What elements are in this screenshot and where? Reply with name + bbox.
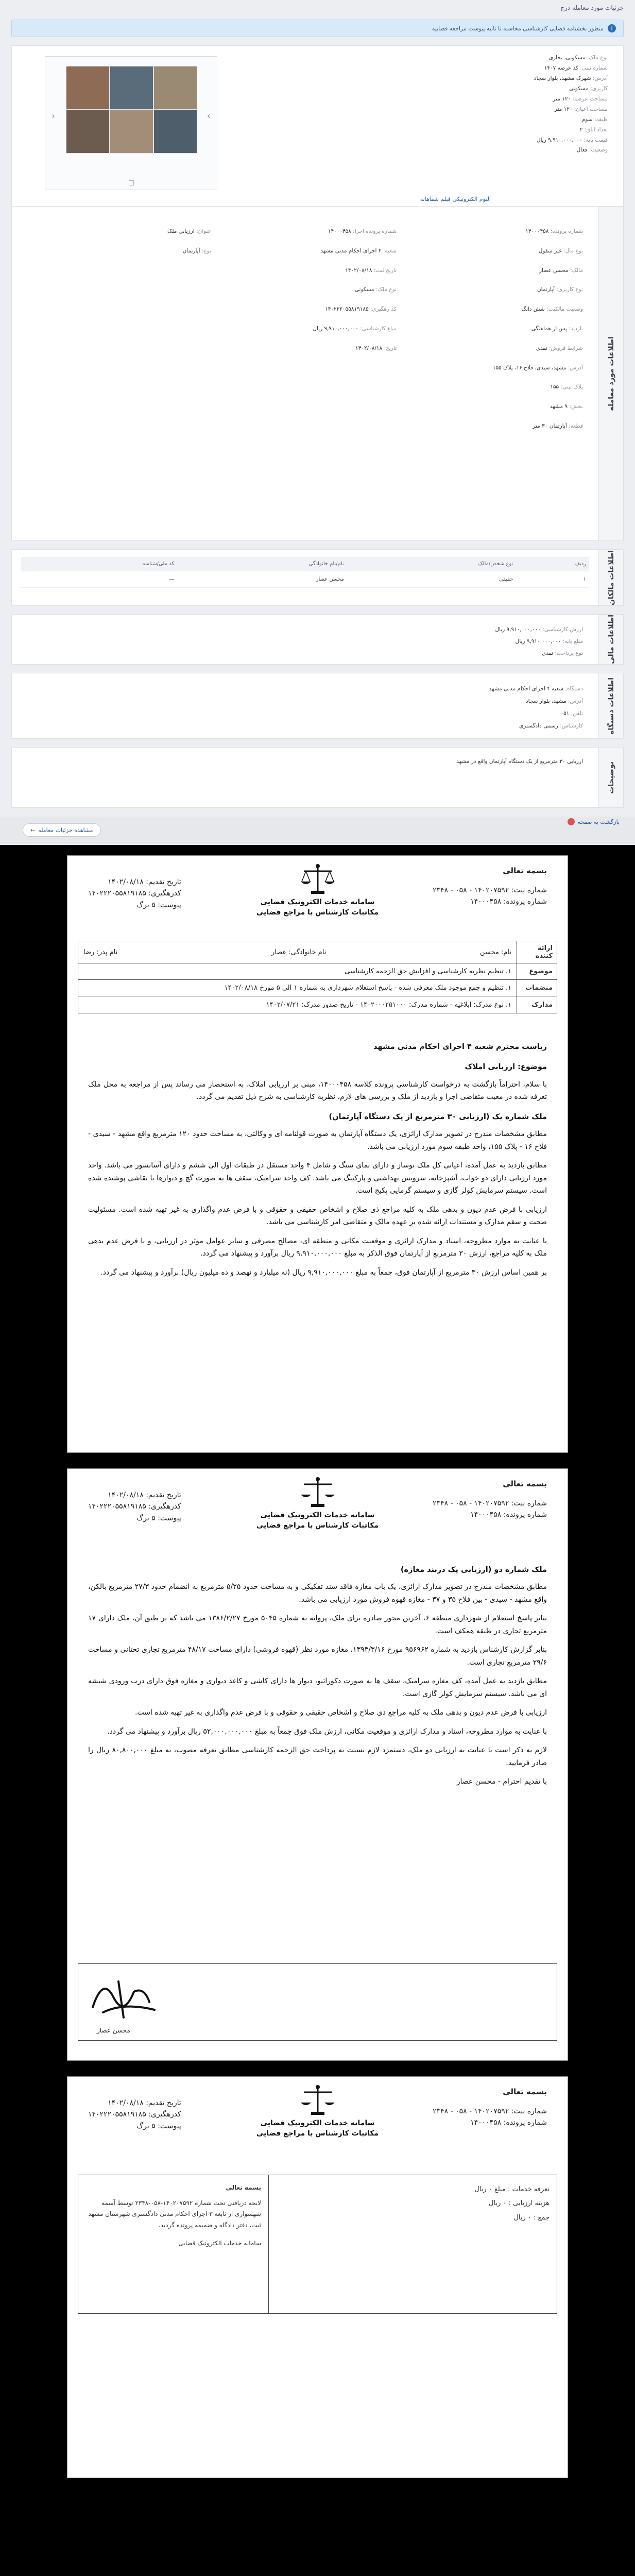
- table-row: مدارک ۱. نوع مدرک: ابلاغیه - شماره مدرک: ۱۴۰۲۰۰۰۲۵۱۰۰۰ - تاریخ صدور مدرک: ۱۴۰۲/۰۷/۲۱: [78, 996, 557, 1013]
- fee-receipt: بسمه تعالی لایحه دریافتی تحت شماره ۱۴۰۲۰۷۵۹۲-۰۵۸-۲۳۴۸ توسط آسمه شهسواری از ثابعه ۳ اجرای احکام مدنی دادگستری شهرستان مشهد ثبت، دفتر دادگاه و ضمیمه پرونده گردید. سامانه خدمات الکترونیک قضایی: [88, 2184, 261, 2247]
- notes-tab[interactable]: توضیحات: [598, 748, 623, 807]
- col-header: ردیف: [516, 557, 589, 571]
- device-tab[interactable]: اطلاعات دستگاه: [598, 673, 623, 738]
- doc-page-1: [67, 855, 568, 1453]
- notification-dot-icon: [568, 818, 575, 825]
- col-header: نام/نام خانوادگی: [177, 557, 347, 571]
- alert-text: منظور بخشنامه قضایی کارشناسی محاسبه تا ثانیه پیوست مراجعه قضاییه: [432, 25, 604, 32]
- property-photo[interactable]: [66, 66, 197, 154]
- scales-of-justice-icon: [300, 863, 336, 896]
- doc-page-3: [67, 2076, 568, 2478]
- document-viewer: [0, 845, 635, 2576]
- summary-row: شماره ثبتی: کد عرصه ۱۴۰۷: [544, 64, 608, 71]
- doc-page-2: [67, 1468, 568, 2061]
- doc-header: بسمه تعالی شماره ثبت: ۱۴۰۲۰۷۵۹۲ - ۰۵۸ - ۲۳۴۸ شماره پرونده: ۱۴۰۰۰۴۵۸ سامانه خدمات الکترونیک قضایی مکاتبات کارشناس با مراجع قضایی تاریخ تقدیم: ۱۴۰۲/۰۸/۱۸ کدرهگیری: ۱۴۰۲۲۲۰۵۵۸۱۹۱۸۵ پیوست: ۵ برگ: [67, 2077, 568, 2154]
- photo-gallery[interactable]: [45, 56, 217, 190]
- thumbnail[interactable]: [129, 180, 134, 185]
- view-deal-button[interactable]: مشاهده جزئیات معامله ←: [23, 823, 101, 837]
- scales-of-justice-icon: [300, 1476, 336, 1509]
- photo-cell: [153, 66, 197, 110]
- chevron-right-icon[interactable]: ›: [207, 111, 211, 122]
- notes-panel: [11, 747, 624, 808]
- fee-details: تعرفه خدمات : مبلغ ۰ ریال هزینه ارزیابی : ۰ ریال جمع : ۰ ریال: [268, 2175, 557, 2313]
- chevron-left-icon[interactable]: ‹: [52, 111, 56, 122]
- photo-cell: [153, 110, 197, 154]
- scales-of-justice-icon: [300, 2084, 336, 2117]
- breadcrumb[interactable]: جزئیات مورد معامله درج: [560, 4, 624, 11]
- handwritten-signature: [88, 1971, 160, 2023]
- signer-name: محسن عصار: [97, 2027, 130, 2034]
- owners-body: [12, 550, 598, 605]
- summary-row: مساحت عرصه: ۱۲۰ متر: [553, 95, 608, 102]
- table-row: ارائه کننده نام: محسن نام خانوادگی: عصار نام پدر: رضا: [78, 941, 557, 963]
- org-block: سامانه خدمات الکترونیک قضایی مکاتبات کارشناس با مراجع قضایی: [235, 863, 400, 917]
- table-row: موضوع ۱. تنظیم نظریه کارشناسی و افزایش حق الزحمه کارشناسی: [78, 963, 557, 980]
- info-icon: i: [608, 24, 616, 32]
- summary-row: قیمت پایه: ۹,۹۱۰,۰۰۰,۰۰۰ ریال: [536, 137, 608, 143]
- deal-info-panel: [11, 206, 624, 541]
- summary-row: کاربری: مسکونی: [569, 85, 608, 92]
- device-panel: [11, 673, 624, 739]
- photo-cell: [110, 66, 153, 110]
- deal-fields-col1: شماره پرونده: ۱۴۰۰۰۴۵۸ نوع مال: غیر منقول مالک: محسن عصار نوع کاربری: آپارتمان وضعیت مالکیت: شش دانگ بازدید: پس از هماهنگی شرایط فروش: نقدی آدرس: مشهد، سیدی، فلاح ۱۶، پلاک ۱۵۵ پلاک ثبتی: ۱۵۵ بخش: ۹ مشهد قطعه: آپارتمان ۳۰ متر: [492, 228, 583, 429]
- owners-tab[interactable]: اطلاعات مالکان: [598, 550, 623, 605]
- table-row: منضمات ۱. تنظیم و جمع موجود ملک معرفی شده - پاسخ استعلام شهرداری به شماره ۱ الی ۵ مورخ ۱۴۰۲/۰۸/۱۸: [78, 980, 557, 996]
- summary-row: نوع ملک: مسکونی، تجاری: [548, 55, 608, 61]
- doc-body-2: ملک شماره دو (ارزیابی یک دربند مغازه) مطابق مشخصات مندرج در تصویر مدارک ارائزی، یک باب مغازه فاقد سند تفکیکی و به مساحت حدود ۵/۲۵ مترمربع به انضمام حدود ۲۷/۳ مترمربع بالکن، واقع مشهد - سیدی - بین فلاح ۳۵ و ۳۷ - مغازه قهوه فروش مورد ارزیابی می باشد. بنابر پاسخ استعلام از شهرداری منطقه ۶، آخرین مجوز صادره برای ملک، پروانه به شماره ۵۰۴۵ مورخ ۱۳۸۶/۲/۲۷ می باشد که بر طبق آن، ملک دارای ۱۷ مترمربع تجاری در طبقه همکف است. بنابر گزارش کارشناس بازدید به شماره ۹۵۶۹۶۲ مورخ ۱۳۹۳/۳/۱۶، مغازه مورد نظر (قهوه فروشی) دارای مساحت ۴۸/۱۷ مترمربع تجاری تحتانی و مساحت ۲۹/۶ مترمربع تجاری است. مطابق بازدید به عمل آمده، کف مغازه سرامیک، سقف ها به صورت دکوراتیو، دیوار ها دارای کاشی و کاغذ دیواری و مغازه فوق دارای درب ورودی شیشه ای می باشد. سیستم سرمایش کولر گازی است. ارزیابی با فرض عدم دیون و بدهی ملک به کلیه مراجع ذی صلاح و اشخاص حقیقی و حقوقی و با فرض عدم واگذاری به غیر تهیه شده است. با عنایت به موارد مطروحه، اسناد و مدارک ارائزی و موقعیت مکانی، ارزش ملک فوق جمعاً به مبلغ ۵۲,۰۰۰,۰۰۰,۰۰۰ ریال برآورد و پیشنهاد می گردد. لازم به ذکر است با عنایت به ارزیابی دو ملک، دستمزد لازم نسبت به پرداخت حق الزحمه کارشناسی مطابق تعرفه مصوب، به مبلغ ۸۰,۸۰۰,۰۰۰ ریال را صادر فرمایید. با تقدیم احترام - محسن عصار: [88, 1566, 547, 1786]
- col-header: نوع شخص/مالک: [347, 557, 517, 571]
- basmala: بسمه تعالی: [503, 866, 547, 875]
- col-header: کد ملی/شناسه: [21, 557, 177, 571]
- property-summary-panel: [11, 45, 624, 210]
- finance-tab[interactable]: اطلاعات مالی: [598, 615, 623, 664]
- photo-cell: [110, 110, 153, 154]
- info-alert: [11, 20, 624, 37]
- summary-row: آدرس: شهرک مشهد، بلوار سجاد: [534, 75, 608, 81]
- owners-table: [21, 557, 589, 588]
- submit-info: تاریخ تقدیم: ۱۴۰۲/۰۸/۱۸ کدرهگیری: ۱۴۰۲۲۲۰۵۵۸۱۹۱۸۵ پیوست: ۵ برگ: [88, 878, 181, 909]
- photo-cell: [66, 66, 110, 110]
- reg-info: شماره ثبت: ۱۴۰۲۰۷۵۹۲ - ۰۵۸ - ۲۳۴۸ شماره پرونده: ۱۴۰۰۰۴۵۸: [433, 886, 547, 906]
- deal-info-tab[interactable]: اطلاعات مورد معامله: [598, 207, 623, 540]
- summary-row: طبقه: سوم: [581, 116, 608, 123]
- owners-panel: [11, 549, 624, 606]
- back-link[interactable]: بازگشت به صفحه: [577, 818, 620, 825]
- property-summary-list: [391, 53, 608, 156]
- device-fields: دستگاه: شعبه ۴ اجرای احکام مدنی مشهد آدرس: مشهد، بلوار سجاد تلفن: ۰۵۱ کارشناس: رسمی دادگستری: [489, 686, 583, 730]
- top-section: [0, 0, 635, 817]
- finance-panel: [11, 614, 624, 665]
- notes-text: ارزیابی ۳۰ مترمربع از یک دستگاه آپارتمان واقع در مشهد: [456, 758, 583, 765]
- thumbnail-strip: [45, 180, 217, 185]
- doc-header: بسمه تعالی شماره ثبت: ۱۴۰۲۰۷۵۹۲ - ۰۵۸ - ۲۳۴۸ شماره پرونده: ۱۴۰۰۰۴۵۸ سامانه خدمات الکترونیک قضایی مکاتبات کارشناس با مراجع قضایی تاریخ تقدیم: ۱۴۰۲/۰۸/۱۸ کدرهگیری: ۱۴۰۲۲۲۰۵۵۸۱۹۱۸۵ پیوست: ۵ برگ: [67, 1469, 568, 1546]
- deal-fields-col2: شماره پرونده اجرا: ۱۴۰۰۰۴۵۸ شعبه: ۴ اجرای احکام مدنی مشهد تاریخ ثبت: ۱۴۰۲/۰۸/۱۸ نوع ملک: مسکونی کد رهگیری: ۱۴۰۲۲۲۰۵۵۸۱۹۱۸۵ مبلغ کارشناسی: ۹,۹۱۰,۰۰۰,۰۰۰ ریال تاریخ: ۱۴۰۲/۰۸/۱۸: [313, 228, 397, 351]
- photo-cell: [66, 110, 110, 154]
- finance-fields: ارزش کارشناسی: ۹,۹۱۰,۰۰۰,۰۰۰ ریال مبلغ پایه: ۹,۹۱۰,۰۰۰,۰۰۰ ریال نوع پرداخت: نقدی: [495, 626, 583, 657]
- fee-box: [78, 2175, 557, 2314]
- gallery-link[interactable]: آلبوم الکترونیکی فیلم شفاهانه: [420, 196, 491, 202]
- signature-box: [78, 1963, 557, 2041]
- deal-fields-col3: عنوان: ارزیابی ملک نوع: آپارتمان: [167, 228, 211, 254]
- summary-row: وضعیت: فعال: [576, 147, 608, 154]
- top-right-nav[interactable]: [568, 818, 620, 825]
- doc-meta-table: [78, 941, 557, 1013]
- table-row: ۱ حقیقی محسن عصار —: [21, 571, 589, 588]
- summary-row: مساحت اعیان: ۱۲۰ متر: [554, 106, 608, 112]
- summary-row: تعداد اتاق: ۲: [579, 126, 608, 133]
- arrow-left-icon: ←: [30, 826, 36, 834]
- doc-header: [67, 856, 568, 933]
- doc-body-1: ریاست محترم شعبه ۴ اجرای احکام مدنی مشهد موضوع: ارزیابی املاک با سلام، احتراماً بازگشت به درخواست کارشناسی پرونده کلاسه ۱۴۰۰۰۴۵۸، مبنی بر ارزیابی املاک، به استحضار می رساند پس از مراجعه به محل ملک تعرفه شده در معیت متقاضی اجرا و بازدید از ملک و بررسی های لازم، نظریه کارشناسی به شرح ذیل تقدیم می گردد. ملک شماره یک (ارزیابی ۳۰ مترمربع از یک دستگاه آپارتمان) مطابق مشخصات مندرج در تصویر مدارک ارائزی، یک دستگاه آپارتمان به صورت قولنامه ای و وکالتی، به مساحت حدود ۱۲۰ مترمربع واقع مشهد - سیدی - فلاح ۱۶ - پلاک ۱۵۵، واحد طبقه سوم مورد ارزیابی می باشد. مطابق بازدید به عمل آمده، اعیانی کل ملک نوساز و دارای نمای سنگ و شامل ۴ واحد مستقل در طبقات اول الی ششم و دارای آسانسور می باشد. واحد مورد ارزیابی دارای دو خواب، آشپزخانه، سرویس بهداشتی و پارکینگ می باشد. کف واحد سرامیک، سقف ها به صورت گچ و دیوارها با نقاشی پوشیده شده است. سیستم سرمایش کولر گازی و سیستم گرمایی پکیج است. ارزیابی با فرض عدم دیون و بدهی ملک به کلیه مراجع ذی صلاح و اشخاص حقیقی و حقوقی و با فرض عدم واگذاری به غیر تهیه شده است. مسئولیت صحت و سقم مدارک و مستندات ارائه شده بر عهده مالک و متقاضی امر کارشناسی می باشد. با عنایت به موارد مطروحه، اسناد و مدارک ارائزی و موقعیت مکانی و منطقه ای، مصالح مصرفی و سایر عوامل موثر در ارزیابی، و با فرض عدم بدهی ملک به کلیه مراجع، ارزش ۳۰ مترمربع از آپارتمان فوق الذکر به مبلغ ۹,۹۱۰,۰۰۰,۰۰۰ ریال برآورد و پیشنهاد می گردد. بر همین اساس ارزش ۳۰ مترمربع از آپارتمان فوق، جمعاً به مبلغ ۹,۹۱۰,۰۰۰,۰۰۰ ریال (نه میلیارد و نهصد و ده میلیون ریال) برآورد و پیشنهاد می گردد.: [88, 1043, 547, 1277]
